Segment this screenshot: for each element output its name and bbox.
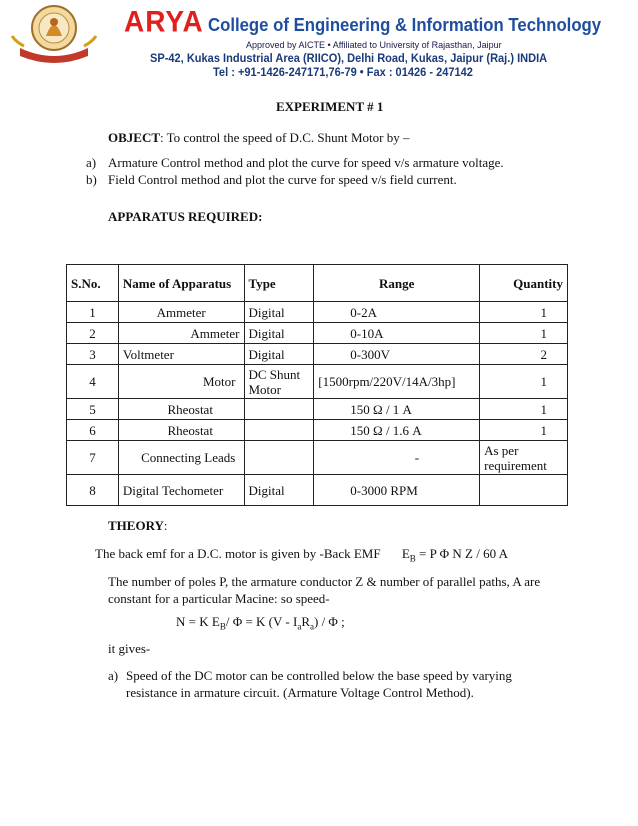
cell-type: [244, 441, 314, 475]
cell-name: Rheostat: [118, 399, 244, 420]
cell-range: 0-10A: [314, 323, 480, 344]
table-row: [67, 420, 568, 441]
approval-line: Approved by AICTE • Affiliated to University of Rajasthan, Jaipur: [246, 40, 502, 50]
point-a: [108, 668, 512, 684]
speed-formula: [176, 614, 345, 632]
college-logo: [6, 2, 102, 64]
cell-quantity: [480, 475, 568, 506]
header-range: Range: [314, 265, 480, 302]
emf-subscript: B: [409, 553, 416, 564]
brand-college-name: College of Engineering & Information Technology: [207, 15, 601, 35]
college-brand: [124, 6, 630, 38]
cell-sno: 1: [67, 302, 119, 323]
method-a-text: Armature Control method and plot the curve for speed v/s armature voltage.: [108, 155, 504, 170]
cell-name: Motor: [118, 365, 244, 399]
header-name: Name of Apparatus: [118, 265, 244, 302]
point-a-line-1: Speed of the DC motor can be controlled below the base speed by varying: [126, 668, 512, 683]
cell-quantity: 1: [480, 420, 568, 441]
cell-type: Digital: [244, 323, 314, 344]
table-row: [67, 399, 568, 420]
cell-sno: 5: [67, 399, 119, 420]
cell-type: Digital: [244, 302, 314, 323]
cell-quantity: 1: [480, 365, 568, 399]
cell-quantity: As per requirement: [480, 441, 568, 475]
object-label: OBJECT: [108, 130, 161, 145]
emf-equation: = P Φ N Z / 60 A: [419, 546, 508, 561]
back-emf-text: The back emf for a D.C. motor is given by -Back EMF: [95, 546, 381, 561]
cell-sno: 4: [67, 365, 119, 399]
header-sno: S.No.: [67, 265, 119, 302]
cell-type: [244, 420, 314, 441]
formula-part-3: ) / Φ ;: [313, 614, 345, 629]
cell-sno: 3: [67, 344, 119, 365]
cell-range: 0-2A: [314, 302, 480, 323]
cell-name: Rheostat: [118, 420, 244, 441]
cell-quantity: 1: [480, 323, 568, 344]
cell-range: 150 Ω / 1.6 A: [314, 420, 480, 441]
cell-sno: 7: [67, 441, 119, 475]
cell-quantity: 1: [480, 302, 568, 323]
formula-sub-a1: a: [297, 621, 302, 632]
cell-range: 150 Ω / 1 A: [314, 399, 480, 420]
cell-quantity: 2: [480, 344, 568, 365]
table-row: [67, 344, 568, 365]
cell-name: Ammeter: [118, 323, 244, 344]
cell-range: 0-300V: [314, 344, 480, 365]
apparatus-heading: APPARATUS REQUIRED:: [108, 209, 263, 224]
cell-type: [244, 399, 314, 420]
method-a-marker: a): [86, 155, 97, 170]
formula-sub-b: B: [219, 621, 226, 632]
experiment-title: EXPERIMENT # 1: [276, 99, 384, 114]
method-b: [86, 172, 457, 188]
poles-line-1: The number of poles P, the armature conductor Z & number of parallel paths, A are: [108, 574, 541, 589]
table-row: [67, 365, 568, 399]
formula-r: R: [301, 614, 310, 629]
method-a: [86, 155, 504, 171]
cell-name: Connecting Leads: [118, 441, 244, 475]
apparatus-table: [66, 264, 568, 506]
table-row: [67, 302, 568, 323]
cell-type: Digital: [244, 344, 314, 365]
object-line: [108, 130, 409, 146]
point-a-line-2: resistance in armature circuit. (Armature Voltage Control Method).: [126, 685, 474, 700]
cell-range: -: [314, 441, 480, 475]
cell-sno: 6: [67, 420, 119, 441]
table-header-row: [67, 265, 568, 302]
cell-sno: 2: [67, 323, 119, 344]
cell-name: Voltmeter: [118, 344, 244, 365]
table-row: [67, 323, 568, 344]
table-row: [67, 475, 568, 506]
contact-line: Tel : +91-1426-247171,76-79 • Fax : 01426 - 247142: [213, 67, 473, 79]
formula-part-1: N = K E: [176, 614, 220, 629]
cell-range: [1500rpm/220V/14A/3hp]: [314, 365, 480, 399]
it-gives: it gives-: [108, 641, 151, 656]
poles-line-2: constant for a particular Macine: so speed-: [108, 591, 330, 606]
theory-colon: :: [163, 518, 168, 533]
table-row: [67, 441, 568, 475]
cell-sno: 8: [67, 475, 119, 506]
cell-quantity: 1: [480, 399, 568, 420]
cell-name: Digital Techometer: [118, 475, 244, 506]
brand-arya: ARYA: [124, 5, 204, 38]
method-b-text: Field Control method and plot the curve for speed v/s field current.: [108, 172, 457, 187]
cell-range: 0-3000 RPM: [314, 475, 480, 506]
cell-type: DC Shunt Motor: [244, 365, 314, 399]
formula-sub-a2: a: [309, 621, 314, 632]
header-type: Type: [244, 265, 314, 302]
back-emf-line: [95, 546, 508, 564]
point-a-marker: a): [108, 668, 119, 683]
object-text: : To control the speed of D.C. Shunt Motor by –: [160, 130, 410, 145]
cell-name: Ammeter: [118, 302, 244, 323]
theory-heading: THEORY: [108, 518, 164, 533]
method-b-marker: b): [86, 172, 97, 187]
formula-part-2: / Φ = K (V - I: [225, 614, 298, 629]
header-quantity: Quantity: [480, 265, 568, 302]
theory-heading-line: [108, 518, 168, 534]
emf-symbol: E: [401, 546, 410, 561]
address-line: SP-42, Kukas Industrial Area (RIICO), Delhi Road, Kukas, Jaipur (Raj.) INDIA: [150, 53, 548, 65]
cell-type: Digital: [244, 475, 314, 506]
